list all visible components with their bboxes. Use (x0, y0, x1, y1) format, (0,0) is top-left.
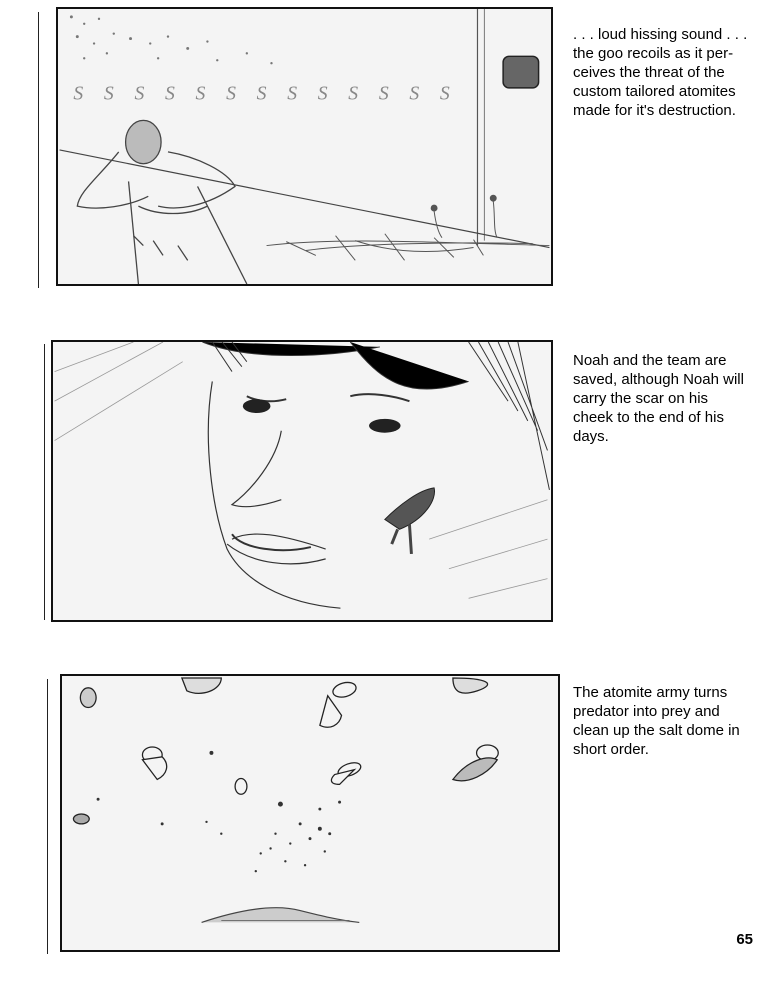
panel-3-sketch (62, 676, 558, 950)
cheek-scar (385, 488, 435, 529)
panel-3-caption: The atomite army turns predator into prey and clean up the salt dome in short order. (573, 684, 740, 758)
panel-1-caption: . . . loud hissing sound . . . the goo recoils as it per- ceives the threat of the custom tailored atomites made for it's destruction. (573, 26, 748, 119)
panel-2-caption: Noah and the team are saved, although Noah will carry the scar on his cheek to the end of his days. (573, 352, 744, 445)
storyboard-panel-2 (51, 340, 553, 622)
panel-1-sketch (58, 9, 551, 284)
panel-2-bracket (44, 344, 45, 620)
hiss-sound-effect: S S S S S S S S S S S S S (73, 82, 458, 105)
panel-2-sketch (53, 342, 551, 620)
page-number: 65 (736, 931, 753, 948)
panel-1-bracket (38, 12, 39, 288)
storyboard-panel-3 (60, 674, 560, 952)
storyboard-panel-1 (56, 7, 553, 286)
panel-3-bracket (47, 679, 48, 954)
